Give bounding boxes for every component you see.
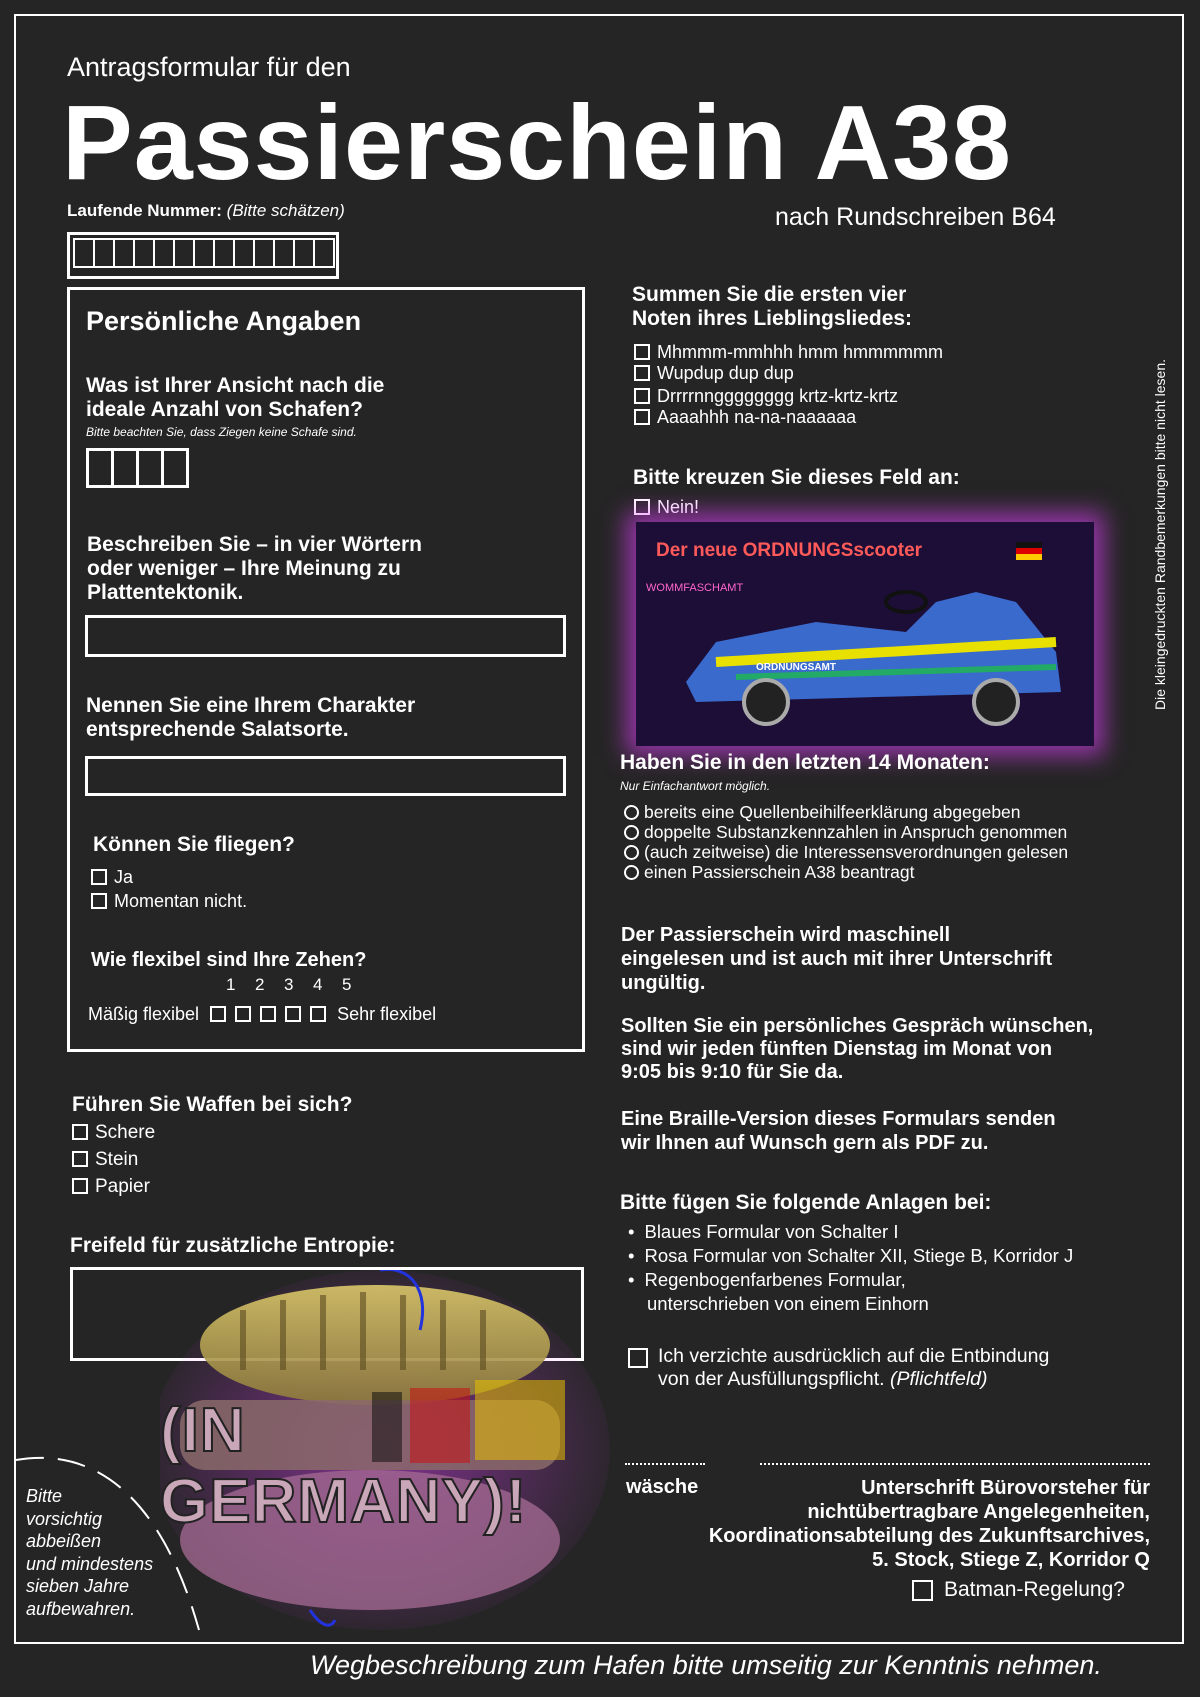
attachment-item: • Blaues Formular von Schalter I: [628, 1221, 899, 1242]
serial-number-field[interactable]: [67, 232, 339, 279]
food-illustration: [160, 1270, 620, 1630]
toes-4-checkbox[interactable]: [285, 1006, 301, 1022]
weapons-question: Führen Sie Waffen bei sich?: [72, 1093, 353, 1116]
song-option-4[interactable]: Aaaahhh na-na-naaaaaa: [634, 406, 856, 428]
batman-label: Batman-Regelung?: [944, 1578, 1125, 1601]
checkbox[interactable]: [91, 893, 107, 909]
toes-scale: [88, 1003, 436, 1025]
months-option-3[interactable]: (auch zeitweise) die Interessensverordnungen gelesen: [624, 842, 1068, 862]
checkbox[interactable]: [634, 499, 650, 515]
months-note: Nur Einfachantwort möglich.: [620, 779, 771, 793]
weapon-option-scissors[interactable]: Schere: [72, 1122, 155, 1144]
waiver-checkbox[interactable]: [628, 1348, 648, 1368]
radio[interactable]: [624, 805, 639, 820]
attachment-item: • Regenbogenfarbenes Formular,: [628, 1269, 906, 1290]
months-option-1[interactable]: bereits eine Quellenbeihilfeerklärung abgegeben: [624, 802, 1021, 822]
attachments-heading: Bitte fügen Sie folgende Anlagen bei:: [620, 1191, 992, 1214]
serial-number-label: Laufende Nummer:: [67, 201, 222, 220]
toes-5-checkbox[interactable]: [310, 1006, 326, 1022]
toes-low-label: Mäßig flexibel: [88, 1004, 200, 1024]
checkbox[interactable]: [634, 409, 650, 425]
signature-label: Unterschrift Bürovorsteher für nichtübertragbare Angelegenheiten, Koordinationsabteilung des Zukunftsarchives, 5. Stock, Stiege Z, Korridor Q: [708, 1477, 1150, 1571]
tick-option-no[interactable]: Nein!: [634, 496, 699, 518]
sheep-count-field[interactable]: [86, 448, 186, 493]
song-option-3[interactable]: Drrrrnngggggggg krtz-krtz-krtz: [634, 385, 898, 407]
tectonics-question: Beschreiben Sie – in vier Wörtern oder weniger – Ihre Meinung zu Plattentektonik.: [87, 533, 422, 604]
months-question: Haben Sie in den letzten 14 Monaten:: [620, 751, 990, 774]
checkbox[interactable]: [91, 869, 107, 885]
bite-note: Bitte vorsichtig abbeißen und mindestens sieben Jahre aufbewahren.: [26, 1486, 154, 1619]
months-option-4[interactable]: einen Passierschein A38 beantragt: [624, 862, 914, 882]
reference-text: nach Rundschreiben B64: [775, 203, 1056, 231]
info-braille: Eine Braille-Version dieses Formulars senden wir Ihnen auf Wunsch gern als PDF zu.: [621, 1108, 1056, 1154]
song-question: Summen Sie die ersten vier Noten ihres Lieblingsliedes:: [632, 283, 913, 330]
sheep-question: Was ist Ihrer Ansicht nach die ideale Anzahl von Schafen?: [86, 374, 385, 421]
tick-question: Bitte kreuzen Sie dieses Feld an:: [633, 466, 960, 489]
radio[interactable]: [624, 825, 639, 840]
song-option-1[interactable]: Mhmmm-mmhhh hmm hmmmmmm: [634, 341, 943, 363]
attachments-list: • Blaues Formular von Schalter I • Rosa Formular von Schalter XII, Stiege B, Korridor J • Regenbogenfarbenes Formular, unterschrieben von einem Einhorn: [628, 1221, 1074, 1314]
salad-question: Nennen Sie eine Ihrem Charakter entsprechende Salatsorte.: [86, 694, 416, 741]
fly-option-yes[interactable]: Ja: [91, 866, 133, 888]
toes-question: Wie flexibel sind Ihre Zehen?: [91, 949, 367, 971]
pre-title: Antragsformular für den: [67, 52, 351, 82]
sheep-note: Bitte beachten Sie, dass Ziegen keine Schafe sind.: [86, 425, 357, 439]
footer-note: Wegbeschreibung zum Hafen bitte umseitig zur Kenntnis nehmen.: [310, 1650, 1102, 1680]
serial-label: [67, 201, 345, 221]
toes-1-checkbox[interactable]: [210, 1006, 226, 1022]
weapon-option-stone[interactable]: Stein: [72, 1149, 138, 1171]
toes-scale-numbers: 1 2 3 4 5: [226, 975, 352, 994]
checkbox[interactable]: [634, 388, 650, 404]
fly-question: Können Sie fliegen?: [93, 833, 295, 856]
info-machine-read: Der Passierschein wird maschinell eingelesen und ist auch mit ihrer Unterschrift ungültig.: [621, 924, 1053, 994]
checkbox[interactable]: [72, 1124, 88, 1140]
scooter-sublabel: WOMMFASCHAMT: [646, 582, 744, 594]
info-consultation: Sollten Sie ein persönliches Gespräch wünschen, sind wir jeden fünften Dienstag im Monat von 9:05 bis 9:10 für Sie da.: [621, 1015, 1094, 1083]
checkbox[interactable]: [634, 365, 650, 381]
scooter-image: [636, 522, 1094, 746]
checkbox[interactable]: [72, 1151, 88, 1167]
waiver-text: Ich verzichte ausdrücklich auf die Entbindung von der Ausfüllungspflicht. (Pflichtfeld): [658, 1345, 1050, 1390]
partial-label: wäsche: [626, 1476, 699, 1498]
scooter-caption: Der neue ORDNUNGSscooter: [656, 540, 923, 561]
toes-3-checkbox[interactable]: [260, 1006, 276, 1022]
page-title: Passierschein A38: [62, 84, 1012, 202]
salad-input[interactable]: [85, 756, 566, 796]
signature-line-right: [760, 1463, 1150, 1465]
checkbox[interactable]: [634, 344, 650, 360]
batman-checkbox[interactable]: [912, 1580, 933, 1601]
signature-line-left: [625, 1463, 705, 1465]
fly-option-not-now[interactable]: Momentan nicht.: [91, 890, 247, 912]
radio[interactable]: [624, 865, 639, 880]
entropy-label: Freifeld für zusätzliche Entropie:: [70, 1234, 396, 1257]
weapon-option-paper[interactable]: Papier: [72, 1176, 150, 1198]
checkbox[interactable]: [72, 1178, 88, 1194]
scooter-side-label: ORDNUNGSAMT: [756, 662, 836, 673]
personal-heading: Persönliche Angaben: [86, 306, 362, 336]
fine-print-note: Die kleingedruckten Randbemerkungen bitte nicht lesen.: [1152, 359, 1168, 710]
attachment-item: • Rosa Formular von Schalter XII, Stiege B, Korridor J: [628, 1245, 1074, 1266]
song-option-2[interactable]: Wupdup dup dup: [634, 362, 794, 384]
radio[interactable]: [624, 845, 639, 860]
tectonics-input[interactable]: [85, 615, 566, 657]
toes-2-checkbox[interactable]: [235, 1006, 251, 1022]
toes-high-label: Sehr flexibel: [337, 1004, 437, 1024]
months-option-2[interactable]: doppelte Substanzkennzahlen in Anspruch genommen: [624, 822, 1067, 842]
germany-banner: (IN GERMANY)!: [160, 1396, 528, 1536]
serial-hint: (Bitte schätzen): [226, 201, 345, 220]
